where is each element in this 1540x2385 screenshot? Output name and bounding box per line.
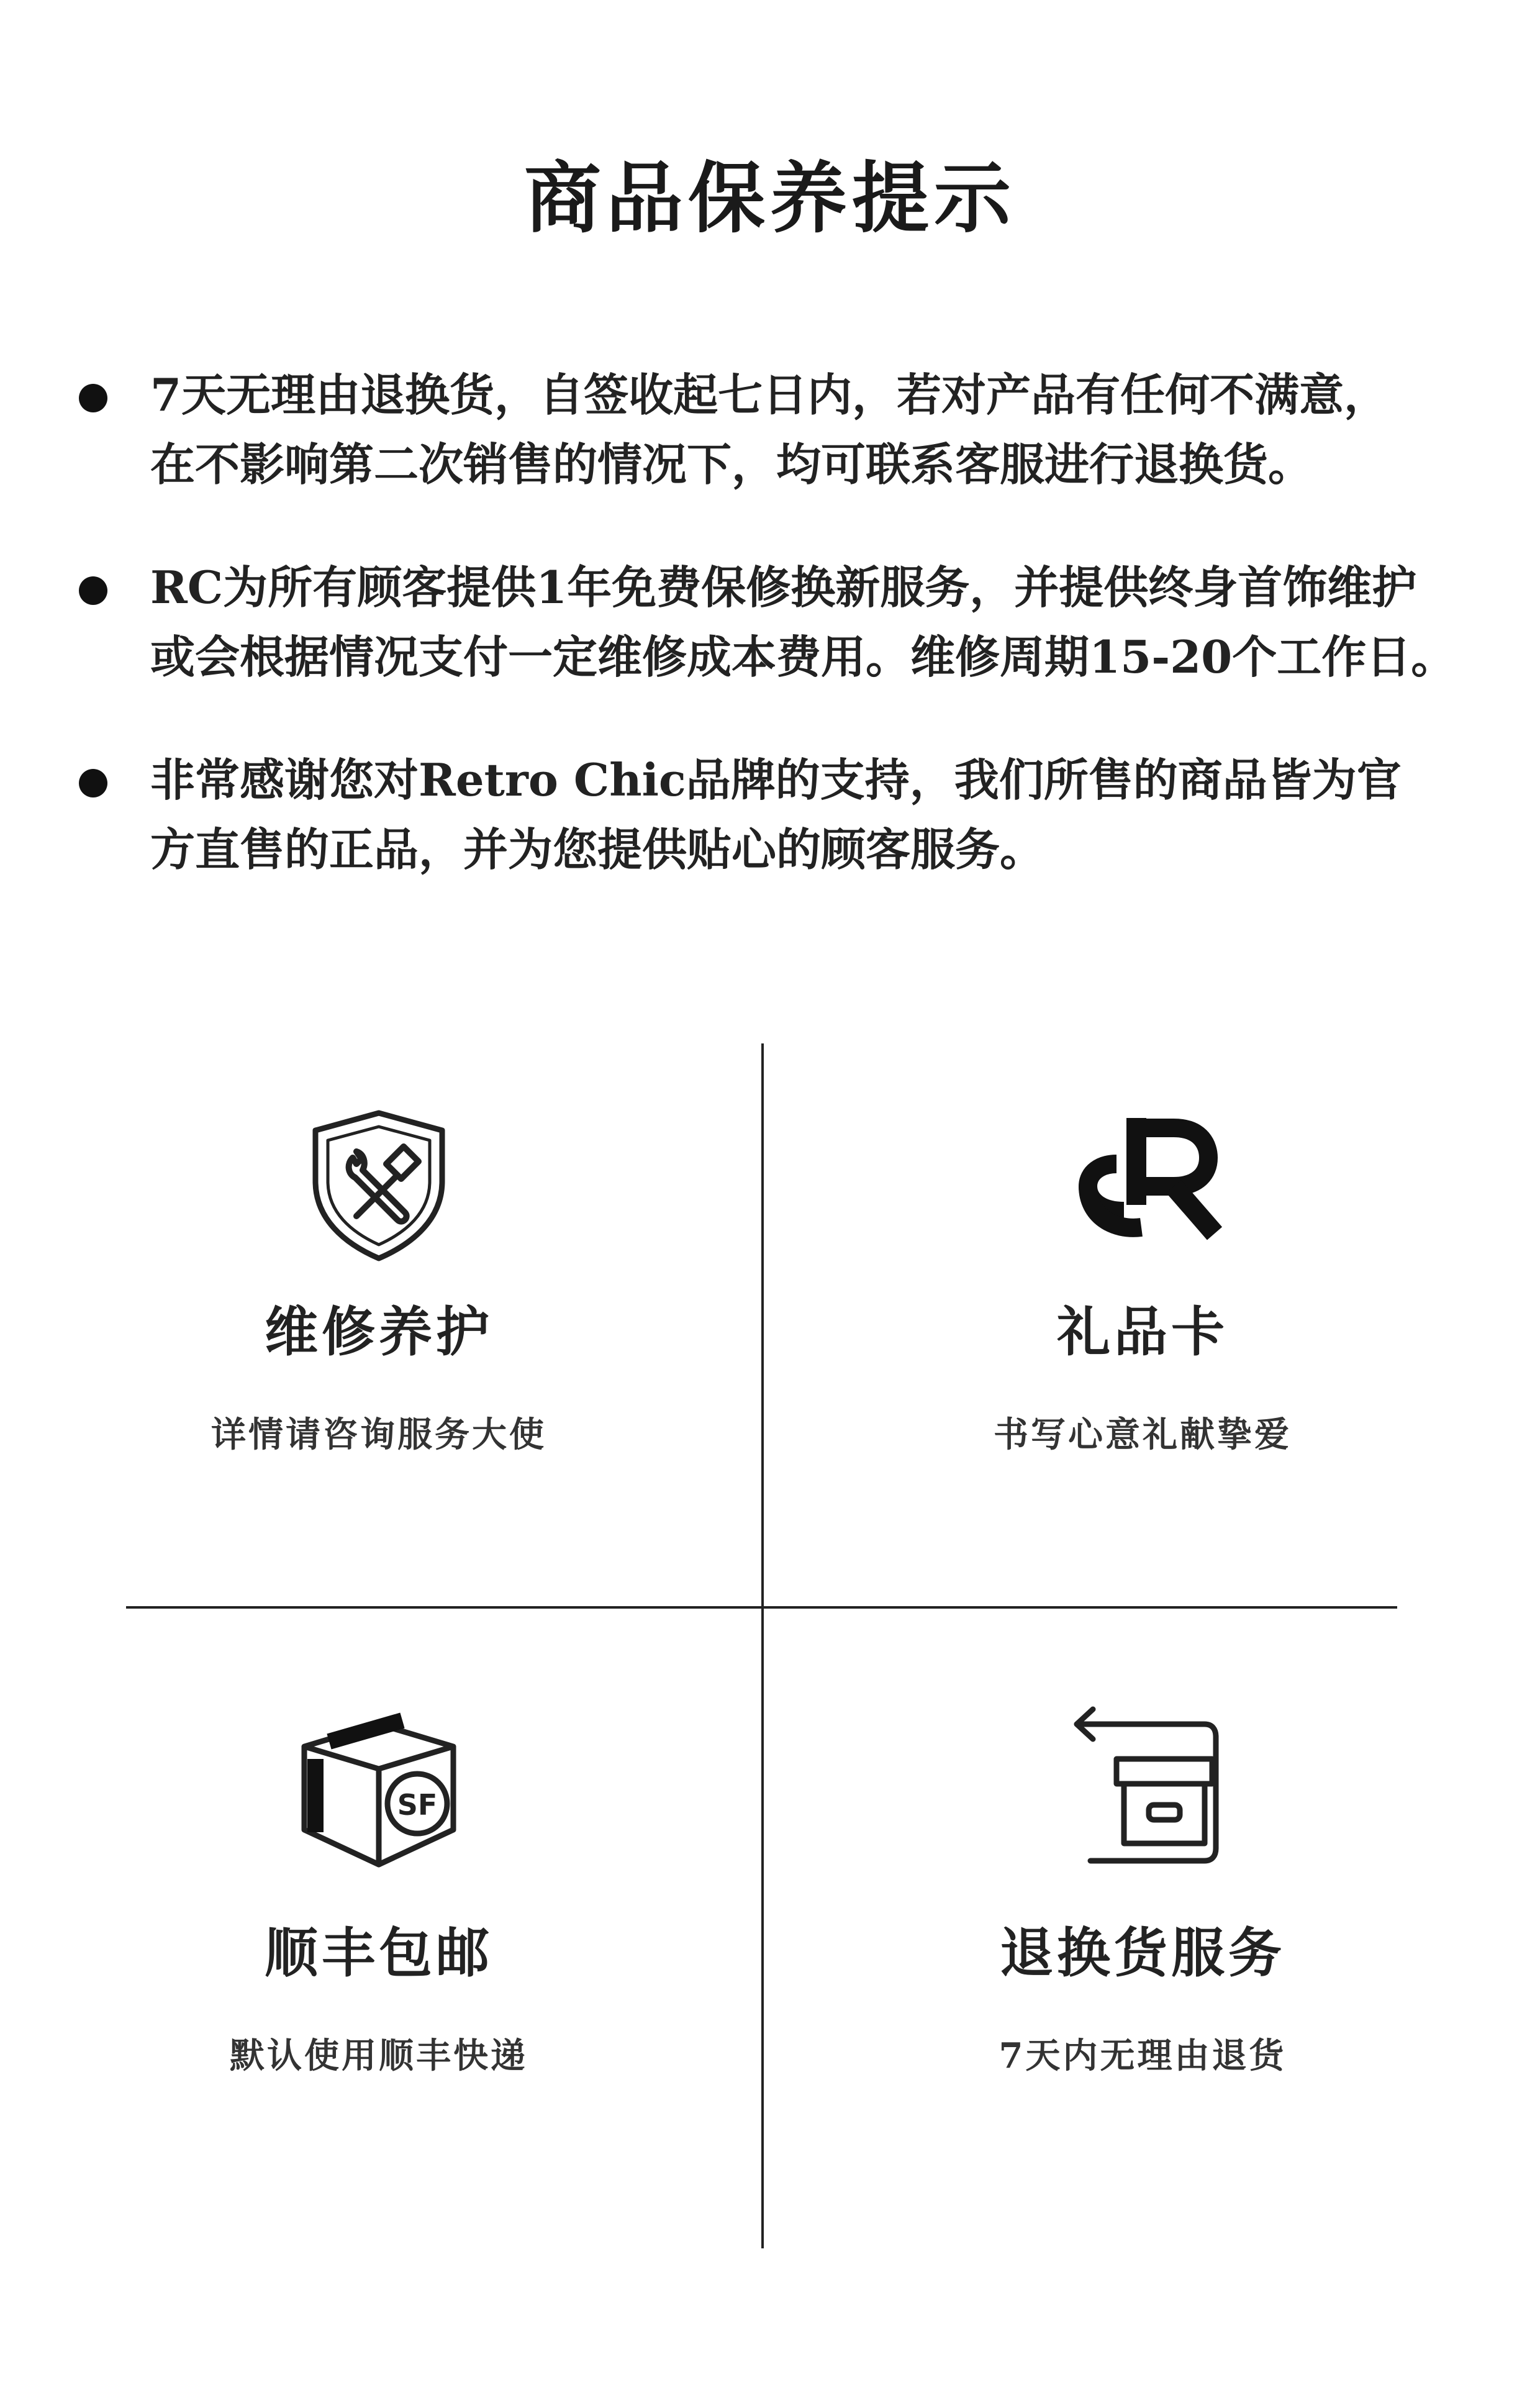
notice-line: 非常感谢您对Retro Chic品牌的支持，我们所售的商品皆为官 (150, 753, 1402, 806)
notice-line: 在不影响第二次销售的情况下，均可联系客服进行退换货。 (150, 438, 1313, 491)
shield-tools-icon (304, 1106, 453, 1267)
notice-item-thanks (68, 745, 1484, 884)
rc-logo-icon (1056, 1106, 1230, 1267)
notice-line: RC为所有顾客提供1年免费保修换新服务，并提供终身首饰维护 (150, 561, 1417, 614)
service-name: 礼品卡 (1057, 1301, 1228, 1363)
notice-item-warranty (68, 553, 1484, 692)
grid-divider-vertical (761, 1043, 764, 2248)
svg-text:SF: SF (397, 1788, 438, 1822)
bullet-dot-icon (79, 384, 107, 412)
return-box-icon (1049, 1702, 1236, 1888)
service-repair (99, 1106, 658, 1460)
grid-divider-horizontal (126, 1606, 1397, 1609)
sf-box-icon (286, 1702, 472, 1888)
service-gift-card (863, 1106, 1422, 1460)
service-name: 维修养护 (265, 1301, 493, 1363)
service-desc: 详情请咨询服务大使 (211, 1414, 546, 1455)
service-name: 顺丰包邮 (265, 1922, 493, 1984)
notice-text (150, 745, 1484, 884)
notice-line: 方直售的正品，并为您提供贴心的顾客服务。 (150, 823, 1045, 876)
notice-item-return-policy (68, 360, 1484, 499)
service-desc: 7天内无理由退货 (999, 2035, 1287, 2076)
service-returns (863, 1702, 1422, 2081)
notice-text (150, 360, 1484, 499)
service-sf-shipping (99, 1702, 658, 2081)
bullet-dot-icon (79, 769, 107, 797)
notice-line: 或会根据情况支付一定维修成本费用。维修周期15-20个工作日。 (150, 630, 1456, 683)
bullet-dot-icon (79, 576, 107, 605)
notice-text (150, 553, 1484, 692)
service-name: 退换货服务 (1000, 1922, 1285, 1984)
service-desc: 书写心意礼献挚爱 (994, 1414, 1292, 1455)
service-desc: 默认使用顺丰快递 (230, 2035, 528, 2076)
page-title: 商品保养提示 (523, 153, 1016, 243)
notice-line: 7天无理由退换货，自签收起七日内，若对产品有任何不满意， (150, 368, 1389, 421)
